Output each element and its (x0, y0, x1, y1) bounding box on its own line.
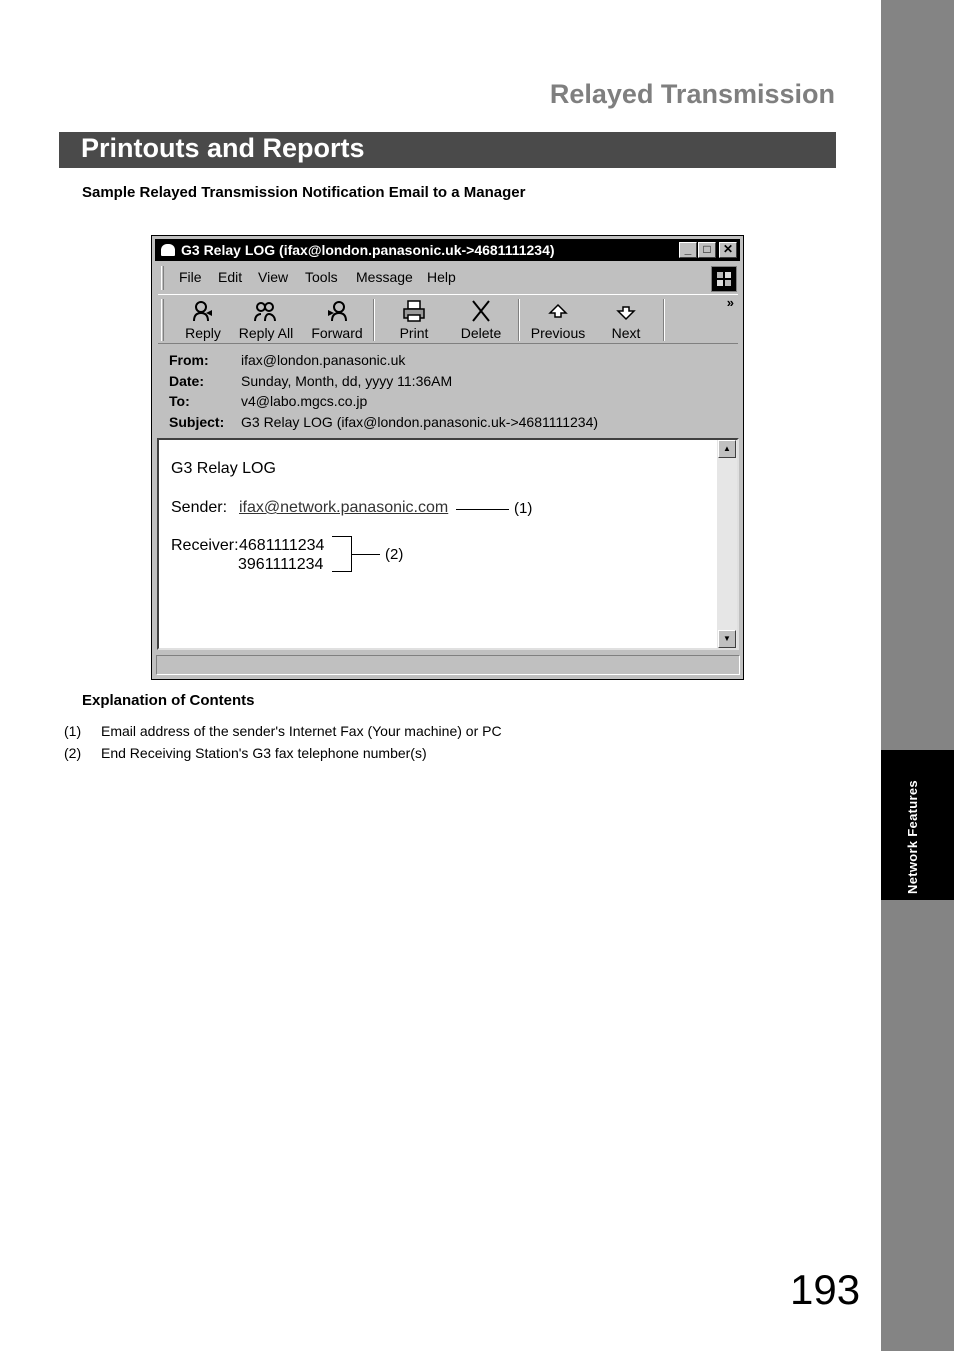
menu-file[interactable]: File (179, 269, 202, 285)
menu-bar (158, 264, 709, 292)
menu-message[interactable]: Message (356, 269, 413, 285)
callout-bracket-2 (332, 536, 352, 572)
printer-icon (401, 299, 427, 323)
reply-all-button[interactable]: Reply All (234, 299, 298, 343)
mail-icon (161, 244, 175, 256)
menu-help[interactable]: Help (427, 269, 456, 285)
callout-line-1 (456, 509, 509, 510)
forward-icon (324, 299, 350, 323)
toolbar-separator (663, 299, 665, 341)
reply-icon (190, 299, 216, 323)
figure-caption: Sample Relayed Transmission Notification Email to a Manager (82, 184, 526, 201)
running-head: Relayed Transmission (549, 79, 835, 109)
next-button[interactable]: Next (594, 299, 658, 343)
menu-edit[interactable]: Edit (218, 269, 243, 285)
down-arrow-icon (613, 299, 639, 323)
email-window: G3 Relay LOG (ifax@london.panasonic.uk->4681111234) _ □ ✕ File Edit View Tools Message Help Reply Reply All Forward Print Delete Previous Next » From: ifax@london.panasonic.uk Date: Sunday, Month, dd, yyyy 11:36AM To: v4@labo.mgcs.co.jp Subject: G3 Relay LOG (ifax@london.panasonic.uk->4681111234) G3 Relay LOG Sender: ifax@network.panasonic.com (1) Receiver: 4681111234 3961111234 (2) ▲ ▼ (151, 235, 744, 680)
callout-label-1: (1) (514, 500, 533, 517)
scroll-up-icon[interactable]: ▲ (718, 440, 736, 458)
message-body[interactable] (157, 438, 739, 650)
sender-email-link[interactable]: ifax@network.panasonic.com (239, 499, 449, 516)
close-button[interactable]: ✕ (719, 242, 737, 258)
toolbar-separator (373, 299, 375, 341)
reply-button[interactable]: Reply (171, 299, 235, 343)
scroll-down-icon[interactable]: ▼ (718, 630, 736, 648)
toolbar-grip[interactable] (161, 299, 164, 341)
sender-label: Sender: (171, 499, 228, 516)
receiver-label: Receiver: (171, 537, 239, 554)
up-arrow-icon (545, 299, 571, 323)
callout-label-2: (2) (385, 546, 404, 563)
section-title: Printouts and Reports (81, 133, 365, 163)
delete-icon (468, 299, 494, 323)
page-number: 193 (790, 1266, 861, 1313)
toolbar (158, 294, 738, 344)
toolbar-more-chevron[interactable]: » (726, 295, 734, 310)
reply-all-icon (252, 299, 280, 323)
section-bar (59, 132, 836, 168)
forward-button[interactable]: Forward (305, 299, 369, 343)
maximize-button[interactable]: □ (698, 242, 716, 258)
menu-tools[interactable]: Tools (305, 269, 338, 285)
delete-button[interactable]: Delete (449, 299, 513, 343)
window-title: G3 Relay LOG (ifax@london.panasonic.uk->4681111234) (181, 242, 555, 258)
menu-grip[interactable] (161, 266, 164, 290)
print-button[interactable]: Print (382, 299, 446, 343)
callout-line-2 (352, 554, 380, 555)
previous-button[interactable]: Previous (526, 299, 590, 343)
toolbar-separator (518, 299, 520, 341)
explanation-title: Explanation of Contents (82, 692, 255, 709)
chapter-tab-label: Network Features (905, 780, 920, 894)
status-bar (156, 655, 740, 675)
minimize-button[interactable]: _ (679, 242, 697, 258)
vertical-scrollbar[interactable] (717, 440, 737, 648)
receiver-number-1: 4681111234 (239, 537, 325, 554)
side-bar (881, 0, 954, 1351)
menu-view[interactable]: View (258, 269, 289, 285)
body-heading: G3 Relay LOG (171, 460, 276, 477)
windows-logo-icon (711, 266, 737, 292)
title-bar[interactable] (155, 239, 740, 261)
receiver-number-2: 3961111234 (238, 556, 324, 573)
